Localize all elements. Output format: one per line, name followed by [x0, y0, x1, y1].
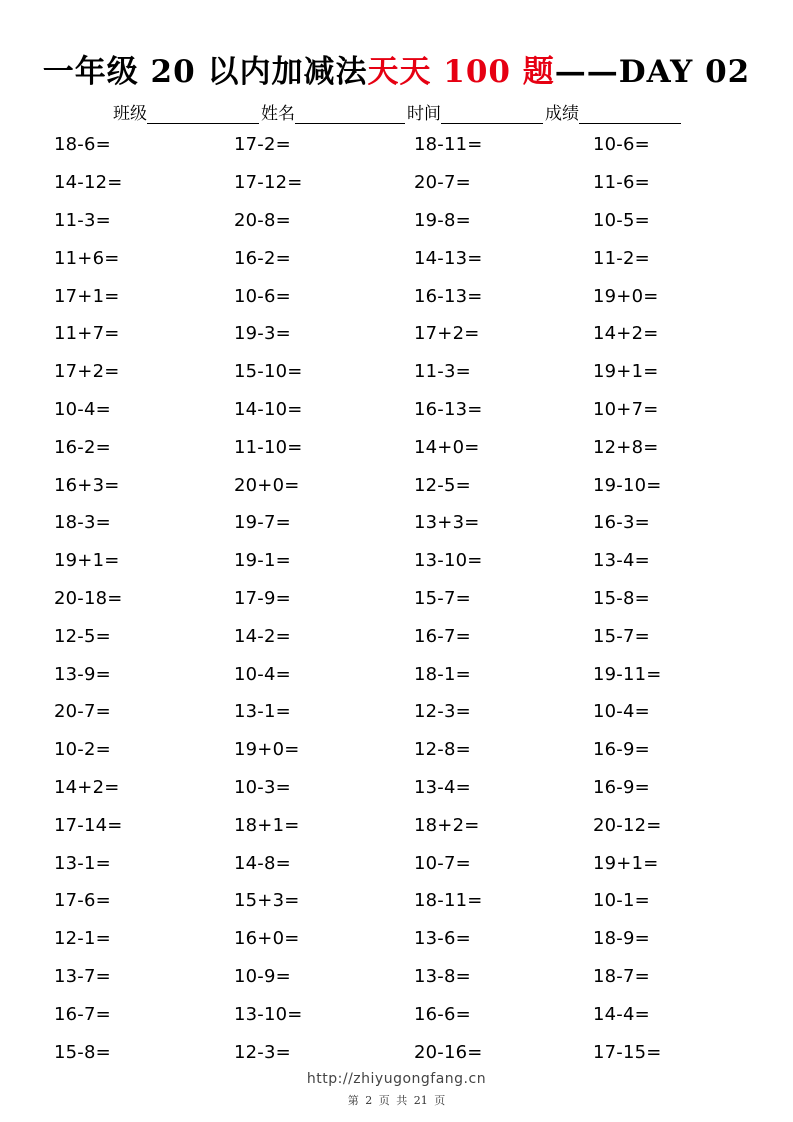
math-problem: 17+1=	[54, 285, 120, 307]
math-problem: 20-7=	[54, 701, 111, 723]
math-problem: 12-3=	[234, 1041, 291, 1063]
math-problem: 12-3=	[414, 701, 471, 723]
math-problem: 15-8=	[593, 587, 650, 609]
math-problem: 18-7=	[593, 965, 650, 987]
math-problem: 17-9=	[234, 587, 291, 609]
math-problem: 18-11=	[414, 134, 483, 156]
math-problem: 10-9=	[234, 965, 291, 987]
math-problem: 13-9=	[54, 663, 111, 685]
time-field[interactable]	[407, 99, 545, 124]
class-label: 班级	[113, 104, 147, 124]
math-problem: 20-18=	[54, 587, 123, 609]
math-problem: 15-7=	[414, 587, 471, 609]
student-info-row	[113, 100, 683, 124]
page-number: 第 2 页 共 21 页	[347, 1094, 446, 1107]
math-problem: 18-11=	[414, 890, 483, 912]
name-blank[interactable]	[295, 103, 405, 124]
math-problem: 13-4=	[593, 550, 650, 572]
math-problem: 13-1=	[234, 701, 291, 723]
title-day: ——DAY 02	[554, 54, 751, 90]
name-field[interactable]	[261, 99, 407, 124]
math-problem: 11+6=	[54, 247, 120, 269]
math-problem: 10+7=	[593, 398, 659, 420]
math-problem: 12-5=	[54, 625, 111, 647]
math-problem: 14-8=	[234, 852, 291, 874]
score-blank[interactable]	[579, 103, 681, 124]
math-problem: 10-4=	[234, 663, 291, 685]
math-problem: 19+0=	[593, 285, 659, 307]
math-problem: 11+7=	[54, 323, 120, 345]
math-problem: 12+8=	[593, 436, 659, 458]
math-problem: 17+2=	[54, 361, 120, 383]
math-problem: 11-6=	[593, 172, 650, 194]
math-problem: 14-4=	[593, 1003, 650, 1025]
math-problem: 18+1=	[234, 814, 300, 836]
math-problem: 20-7=	[414, 172, 471, 194]
math-problem: 11-10=	[234, 436, 303, 458]
math-problem: 16-2=	[54, 436, 111, 458]
score-label: 成绩	[545, 104, 579, 124]
math-problem: 15+3=	[234, 890, 300, 912]
math-problem: 20-8=	[234, 209, 291, 231]
math-problem: 13-10=	[234, 1003, 303, 1025]
math-problem: 16-3=	[593, 512, 650, 534]
math-problem: 13-6=	[414, 928, 471, 950]
time-label: 时间	[407, 104, 441, 124]
math-problem: 18-9=	[593, 928, 650, 950]
math-problem: 19-10=	[593, 474, 662, 496]
math-problem: 18-3=	[54, 512, 111, 534]
math-problem: 16-13=	[414, 285, 483, 307]
math-problem: 17-2=	[234, 134, 291, 156]
math-problem: 17-14=	[54, 814, 123, 836]
score-field[interactable]	[545, 99, 683, 124]
math-problem: 15-10=	[234, 361, 303, 383]
math-problem: 19-8=	[414, 209, 471, 231]
math-problem: 10-3=	[234, 776, 291, 798]
math-problem: 16+0=	[234, 928, 300, 950]
math-problem: 16-7=	[54, 1003, 111, 1025]
math-problem: 13-4=	[414, 776, 471, 798]
math-problem: 16-9=	[593, 739, 650, 761]
math-problem: 14+2=	[593, 323, 659, 345]
math-problem: 17+2=	[414, 323, 480, 345]
math-problem: 10-4=	[54, 398, 111, 420]
math-problem: 10-5=	[593, 209, 650, 231]
math-problem: 13-7=	[54, 965, 111, 987]
math-problem: 17-15=	[593, 1041, 662, 1063]
math-problem: 10-2=	[54, 739, 111, 761]
math-problem: 20-12=	[593, 814, 662, 836]
math-problem: 19-11=	[593, 663, 662, 685]
math-problem: 18-6=	[54, 134, 111, 156]
math-problem: 14+0=	[414, 436, 480, 458]
math-problem: 16-2=	[234, 247, 291, 269]
math-problem: 16-7=	[414, 625, 471, 647]
math-problem: 20+0=	[234, 474, 300, 496]
title-main: 一年级 20 以内加减法	[42, 54, 368, 90]
math-problem: 16-13=	[414, 398, 483, 420]
math-problem: 19+1=	[593, 361, 659, 383]
worksheet-title	[0, 52, 793, 92]
math-problem: 17-12=	[234, 172, 303, 194]
math-problem: 19-3=	[234, 323, 291, 345]
name-label: 姓名	[261, 104, 295, 124]
math-problem: 19+0=	[234, 739, 300, 761]
math-problem: 13-1=	[54, 852, 111, 874]
math-problem: 15-7=	[593, 625, 650, 647]
math-problem: 10-6=	[593, 134, 650, 156]
math-problem: 16-6=	[414, 1003, 471, 1025]
footer-url[interactable]: http://zhiyugongfang.cn	[306, 1071, 487, 1087]
math-problem: 16-9=	[593, 776, 650, 798]
math-problem: 18+2=	[414, 814, 480, 836]
class-field[interactable]	[113, 99, 261, 124]
math-problem: 18-1=	[414, 663, 471, 685]
math-problem: 10-6=	[234, 285, 291, 307]
math-problem: 12-1=	[54, 928, 111, 950]
math-problem: 17-6=	[54, 890, 111, 912]
math-problem: 14-12=	[54, 172, 123, 194]
math-problem: 10-7=	[414, 852, 471, 874]
math-problem: 14-2=	[234, 625, 291, 647]
math-problem: 13-10=	[414, 550, 483, 572]
math-problem: 14-13=	[414, 247, 483, 269]
math-problem: 12-8=	[414, 739, 471, 761]
math-problem: 10-4=	[593, 701, 650, 723]
math-problem: 10-1=	[593, 890, 650, 912]
math-problem: 14-10=	[234, 398, 303, 420]
math-problem: 11-2=	[593, 247, 650, 269]
time-blank[interactable]	[441, 103, 543, 124]
math-problem: 15-8=	[54, 1041, 111, 1063]
title-highlight: 天天 100 题	[367, 54, 555, 90]
math-problem: 19+1=	[593, 852, 659, 874]
math-problem: 11-3=	[54, 209, 111, 231]
problem-grid	[54, 126, 773, 1071]
math-problem: 16+3=	[54, 474, 120, 496]
math-problem: 13-8=	[414, 965, 471, 987]
class-blank[interactable]	[147, 103, 259, 124]
math-problem: 11-3=	[414, 361, 471, 383]
math-problem: 20-16=	[414, 1041, 483, 1063]
math-problem: 14+2=	[54, 776, 120, 798]
math-problem: 19-1=	[234, 550, 291, 572]
math-problem: 13+3=	[414, 512, 480, 534]
math-problem: 19-7=	[234, 512, 291, 534]
math-problem: 19+1=	[54, 550, 120, 572]
math-problem: 12-5=	[414, 474, 471, 496]
